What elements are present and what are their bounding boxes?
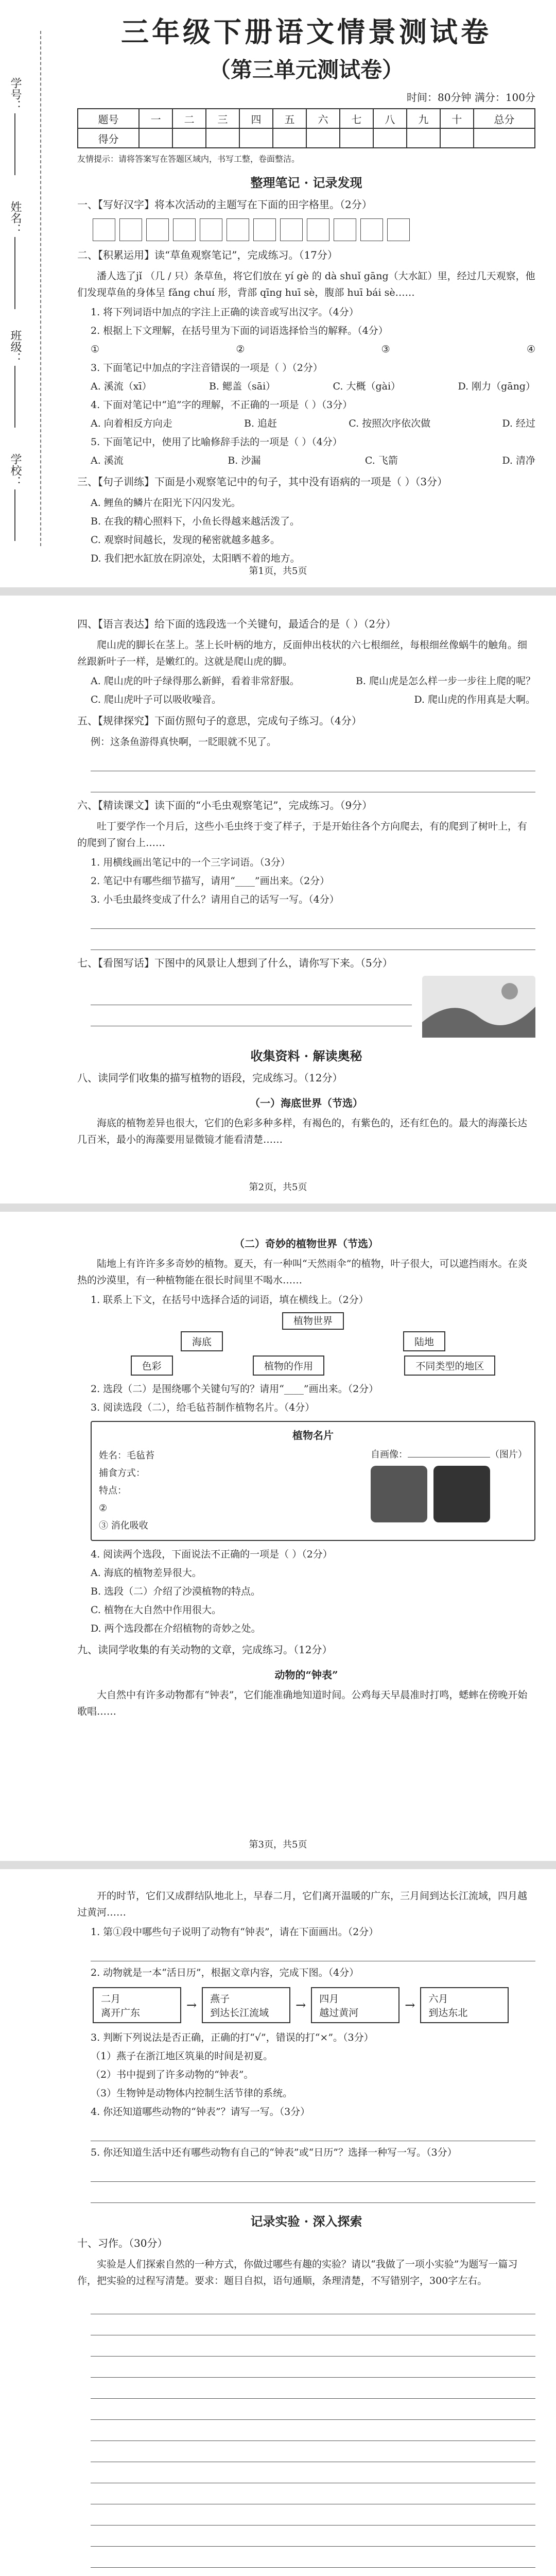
exam-sheet-2 — [0, 596, 556, 1204]
question-6-2: 2. 笔记中有哪些细节描写，请用“____”画出来。（2分） — [91, 875, 330, 887]
calendar-flow — [93, 1987, 535, 2023]
question-2-3-options — [91, 378, 535, 395]
option-a[interactable]: A. 向着相反方向走 — [91, 418, 172, 429]
option: ③ — [381, 344, 390, 355]
question-6-passage: 吐丁要学作一个月后，这些小毛虫终于变了样子，于是开始往各个方向爬去，有的爬到了树叶上，有的爬到了窗台上…… — [77, 821, 528, 849]
question-9-4: 4. 你还知道哪些动物的“钟表”？请写一写。（3分） — [91, 2106, 310, 2117]
score-table — [77, 108, 535, 148]
answer-line[interactable] — [91, 1943, 535, 1961]
score-cell: 题号 — [78, 109, 139, 128]
option-b[interactable]: B. 沙漏 — [228, 455, 261, 466]
name-label: 姓名： — [9, 201, 22, 235]
plant-photo — [433, 1466, 490, 1522]
page-separator — [0, 1861, 556, 1869]
option-b[interactable]: B. 在我的精心照料下，小鱼长得越来越活泼了。 — [91, 516, 300, 527]
question-2-passage: 潘人选了jǐ （几 / 只）条草鱼，将它们放在 yí gè 的 dà shuǐ gāng（大水缸）里，经过几天观察，他们发现草鱼的身体呈 fǎng chuí 形，背部 qīng huī sè，腹部 huī bái sè…… — [77, 270, 535, 298]
flow-cell-title: 四月 — [319, 1993, 339, 2005]
number-label: 学校： — [9, 453, 22, 487]
image-caption-field[interactable] — [408, 1457, 490, 1458]
question-6-3: 3. 小毛虫最终变成了什么？请用自己的话写一写。（4分） — [91, 894, 339, 905]
option-a[interactable]: A. 溪流 — [91, 455, 124, 466]
plant-card-name: 姓名：毛毡苔 — [99, 1450, 154, 1461]
answer-line[interactable] — [91, 2123, 535, 2141]
score-values-row — [78, 128, 535, 148]
flow-cell-note: 离开广东 — [101, 2007, 141, 2019]
question-9-passage: 大自然中有许多动物都有“钟表”，它们能准确地知道时间。公鸡每天早晨准时打鸣，蟋蟀在傍晚开始歌唱…… — [77, 1689, 528, 1717]
page-separator — [0, 1204, 556, 1212]
page-separator — [0, 587, 556, 596]
score-cell: 十 — [440, 109, 474, 128]
exam-sheet-1 — [0, 0, 556, 587]
question-9-2: 2. 动物就是一本“活日历”，根据文章内容，完成下图。（4分） — [91, 1967, 359, 1978]
binding-fold-line — [40, 31, 41, 546]
question-8-passage-1: 海底的植物差异也很大，它们的色彩多种多样，有褐色的，有紫色的，还有红色的。最大的海藻长达几百米，最小的海藻要用显微镜才能看清楚…… — [77, 1117, 528, 1145]
diagram-root: 植物世界 — [282, 1312, 344, 1330]
option-b[interactable]: B. 鳃盖（sāi） — [208, 381, 276, 392]
question-9-5: 5. 你还知道生活中还有哪些动物有自己的“钟表”或“日历”？选择一种写一写。（3分） — [91, 2147, 457, 2158]
flow-cell-note: 到达东北 — [428, 2007, 468, 2019]
page-number: 第2页，共5页 — [249, 1182, 307, 1193]
score-input[interactable] — [474, 128, 535, 148]
question-4-options-row1 — [91, 673, 535, 689]
score-cell: 六 — [306, 109, 340, 128]
option: ① — [91, 344, 100, 355]
plant-card-line: ② — [99, 1503, 108, 1514]
judgement-item[interactable]: （3）生物钟是动物体内控制生活节律的系统。 — [91, 2088, 293, 2099]
plant-card-line: 捕食方式： — [99, 1468, 145, 1479]
answer-line[interactable] — [91, 987, 412, 1005]
score-input[interactable] — [206, 128, 239, 148]
score-input[interactable] — [340, 128, 373, 148]
question-8-passage-2: 陆地上有许许多多奇妙的植物。夏天，有一种叫“天然雨伞”的植物，叶子很大，可以遮挡雨水。在炎热的沙漠里，有一种植物能在很长时间里不喝水…… — [77, 1258, 528, 1286]
question-4-passage: 爬山虎的脚长在茎上。茎上长叶柄的地方，反面伸出枝状的六七根细丝，每根细丝像蜗牛的触角。细丝跟新叶子一样，是嫩红的。这就是爬山虎的脚。 — [77, 639, 528, 667]
flow-cell-title: 二月 — [101, 1993, 121, 2005]
section-title-2: 收集资料 · 解读奥秘 — [250, 1048, 362, 1063]
question-2-5: 5. 下面笔记中，使用了比喻修辞手法的一项是（ ）（4分） — [91, 436, 342, 448]
option-c[interactable]: C. 飞箭 — [364, 455, 398, 466]
score-label-cell: 得分 — [78, 128, 139, 148]
question-5: 五、【规律探究】下面仿照句子的意思，完成句子练习。（4分） — [77, 715, 362, 727]
score-input[interactable] — [373, 128, 407, 148]
class-label: 班级： — [9, 330, 22, 364]
question-7-lines — [91, 984, 412, 1029]
passage-title-3: 动物的“钟表” — [274, 1669, 338, 1681]
question-10: 十、习作。（30分） — [77, 2237, 168, 2249]
judgement-item[interactable]: （2）书中提到了许多动物的“钟表”。 — [91, 2069, 254, 2080]
score-cell: 七 — [340, 109, 373, 128]
score-cell: 三 — [206, 109, 239, 128]
exam-subtitle: （第三单元测试卷） — [208, 57, 404, 82]
question-2-2-options — [91, 341, 535, 358]
exam-sheet-3 — [0, 1212, 556, 1861]
plant-world-diagram — [91, 1313, 535, 1376]
option-d[interactable]: D. 清净 — [502, 455, 535, 466]
plant-card-info — [99, 1447, 154, 1535]
question-8-2: 2. 选段（二）是围绕哪个关键句写的？请用“____”画出来。（2分） — [91, 1383, 379, 1395]
option-d[interactable]: D. 刚力（gāng） — [458, 381, 535, 392]
question-5-example: 例：这条鱼游得真快啊，一眨眼就不见了。 — [91, 736, 277, 748]
question-2-2: 2. 根据上下文理解，在括号里为下面的词语选择恰当的解释。（4分） — [91, 325, 388, 336]
flow-cell-note: 越过黄河 — [319, 2007, 359, 2019]
question-7-area — [91, 976, 535, 1038]
arrow-right-icon: → — [186, 1998, 197, 2012]
exam-meta: 时间：80分钟 满分：100分 — [407, 91, 535, 104]
school-field[interactable] — [14, 113, 15, 175]
question-8-4: 4. 阅读两个选段，下面说法不正确的一项是（ ）（2分） — [91, 1549, 333, 1560]
question-4-options-row2 — [91, 691, 535, 708]
judgement-item[interactable]: （1）燕子在浙江地区筑巢的时间是初夏。 — [91, 2050, 273, 2062]
answer-line[interactable] — [91, 911, 535, 929]
question-9-1: 1. 第①段中哪些句子说明了动物有“钟表”，请在下面画出。（2分） — [91, 1926, 379, 1938]
question-6: 六、【精读课文】读下面的“小毛虫观察笔记”，完成练习。（9分） — [77, 799, 373, 811]
score-header-row — [78, 109, 535, 128]
question-9-passage-2: 开的时节，它们又成群结队地北上，早春二月，它们离开温暖的广东，三月间到达长江流域，四月越过黄河…… — [77, 1890, 528, 1918]
question-1: 一、【写好汉字】将本次活动的主题写在下面的田字格里。（2分） — [77, 198, 372, 211]
option-d[interactable]: D. 爬山虎的作用真是大啊。 — [414, 694, 535, 705]
question-10-prompt: 实验是人们探索自然的一种方式，你做过哪些有趣的实验？请以“我做了一项小实验”为题写一篇习作，把实验的过程写清楚。要求：题目自拟，语句通顺，条理清楚，不写错别字，300字左右。 — [77, 2259, 518, 2286]
score-cell: 二 — [172, 109, 206, 128]
arrow-right-icon: → — [296, 1998, 306, 2012]
score-input[interactable] — [239, 128, 273, 148]
question-6-1: 1. 用横线画出笔记中的一个三字词语。（3分） — [91, 857, 290, 868]
arrow-right-icon: → — [405, 1998, 415, 2012]
option-c[interactable]: C. 大概（gài） — [333, 381, 401, 392]
score-input[interactable] — [139, 128, 172, 148]
score-cell: 一 — [139, 109, 172, 128]
plant-card-title: 植物名片 — [292, 1429, 334, 1442]
answer-line[interactable] — [91, 2164, 535, 2182]
plant-card-line: ③ 消化吸收 — [99, 1520, 148, 1531]
flow-cell-title: 六月 — [428, 1993, 448, 2005]
plant-card-image-type: （图片） — [490, 1449, 527, 1460]
option-b[interactable]: B. 追赶 — [244, 418, 277, 429]
diagram-node: 陆地 — [403, 1331, 445, 1351]
option-d[interactable]: D. 两个选段都在介绍植物的奇妙之处。 — [91, 1623, 261, 1634]
question-3: 三、【句子训练】下面是小观察笔记中的句子，其中没有语病的一项是（ ）（3分） — [77, 476, 448, 488]
answer-line[interactable] — [91, 753, 535, 771]
composition-area[interactable] — [91, 2296, 535, 2576]
option-d[interactable]: D. 我们把水缸放在阴凉处，太阳晒不着的地方。 — [91, 553, 300, 564]
score-input[interactable] — [440, 128, 474, 148]
plant-card — [91, 1421, 535, 1541]
answer-line[interactable] — [91, 932, 535, 950]
question-2-4: 4. 下面对笔记中“追”字的理解，不正确的一项是（ ）（3分） — [91, 399, 353, 411]
score-cell: 九 — [407, 109, 440, 128]
plant-card-line: 特点： — [99, 1485, 127, 1496]
diagram-node: 海底 — [181, 1331, 223, 1351]
option-a[interactable]: A. 溪流（xī） — [91, 381, 152, 392]
section-title-3: 记录实验 · 深入探索 — [250, 2214, 362, 2229]
flow-cell — [420, 1987, 509, 2023]
question-2-1: 1. 将下列词语中加点的字注上正确的读音或写出汉字。（4分） — [91, 307, 359, 318]
passage-title-2: （二）奇妙的植物世界（节选） — [234, 1238, 378, 1250]
plant-card-images — [371, 1447, 527, 1522]
score-input[interactable] — [172, 128, 206, 148]
question-2-4-options — [91, 415, 535, 432]
question-8: 八、读同学们收集的描写植物的语段，完成练习。（12分） — [77, 1072, 343, 1084]
option: ④ — [526, 344, 535, 355]
flow-cell-note: 到达长江流域 — [210, 2007, 269, 2019]
question-2: 二、【积累运用】读“草鱼观察笔记”，完成练习。（17分） — [77, 249, 338, 261]
name-field[interactable] — [14, 237, 15, 309]
flow-cell-title: 燕子 — [210, 1993, 230, 2005]
flow-cell — [202, 1987, 290, 2023]
question-9-3: 3. 判断下列说法是否正确，正确的打“√”，错误的打“×”。（3分） — [91, 2032, 374, 2043]
score-cell: 四 — [239, 109, 273, 128]
flow-cell — [311, 1987, 399, 2023]
number-field[interactable] — [14, 489, 15, 541]
score-input[interactable] — [306, 128, 340, 148]
passage-title-1: （一）海底世界（节选） — [250, 1097, 363, 1109]
question-2-3: 3. 下面笔记中加点的字注音错误的一项是（ ）（2分） — [91, 362, 323, 374]
flow-cell — [93, 1987, 181, 2023]
page-number: 第3页，共5页 — [249, 1839, 307, 1850]
score-input[interactable] — [273, 128, 306, 148]
option-c[interactable]: C. 观察时间越长，发现的秘密就越多越多。 — [91, 534, 280, 546]
exam-sheet-4 — [0, 1869, 556, 2576]
answer-line[interactable] — [91, 1008, 412, 1026]
landscape-illustration — [422, 976, 535, 1038]
class-field[interactable] — [14, 366, 15, 428]
option-c[interactable]: C. 按照次序依次做 — [349, 418, 431, 429]
diagram-node: 不同类型的地区 — [404, 1355, 495, 1376]
writing-grid[interactable] — [93, 218, 535, 241]
section-title-1: 整理笔记 · 记录发现 — [250, 175, 362, 190]
school-label: 学号： — [9, 77, 22, 111]
option-b[interactable]: B. 爬山虎是怎么样一步一步往上爬的呢？ — [355, 675, 535, 687]
score-input[interactable] — [407, 128, 440, 148]
option-a[interactable]: A. 爬山虎的叶子绿得那么新鲜，看着非常舒服。 — [91, 675, 300, 687]
option-c[interactable]: C. 植物在大自然中作用很大。 — [91, 1604, 221, 1616]
question-4: 四、【语言表达】给下面的选段选一个关键句，最适合的是（ ）（2分） — [77, 618, 396, 630]
option-a[interactable]: A. 鲤鱼的鳞片在阳光下闪闪发光。 — [91, 497, 241, 509]
page-number: 第1页，共5页 — [249, 566, 307, 577]
question-7: 七、【看图写话】下图中的风景让人想到了什么，请你写下来。（5分） — [77, 957, 393, 969]
question-9: 九、读同学收集的有关动物的文章，完成练习。（12分） — [77, 1643, 333, 1656]
option-c[interactable]: C. 爬山虎叶子可以吸收噪音。 — [91, 694, 221, 705]
answer-line[interactable] — [91, 2185, 535, 2203]
question-8-3: 3. 阅读选段（二），给毛毡苔制作植物名片。（4分） — [91, 1402, 315, 1413]
exam-note: 友情提示：请将答案写在答题区域内，书写工整，卷面整洁。 — [77, 154, 300, 164]
exam-title: 三年级下册语文情景测试卷 — [121, 16, 492, 48]
score-cell: 八 — [373, 109, 407, 128]
option: ② — [236, 344, 245, 355]
score-cell: 总分 — [474, 109, 535, 128]
option-a[interactable]: A. 海底的植物差异很大。 — [91, 1567, 202, 1579]
plant-card-image-label: 自画像： — [371, 1449, 408, 1460]
option-b[interactable]: B. 选段（二）介绍了沙漠植物的特点。 — [91, 1586, 261, 1597]
plant-photo — [371, 1466, 427, 1522]
question-2-5-options — [91, 452, 535, 469]
answer-line[interactable] — [91, 774, 535, 792]
diagram-node: 色彩 — [131, 1355, 173, 1376]
binding-area — [0, 0, 72, 577]
diagram-node: 植物的作用 — [253, 1355, 324, 1376]
score-cell: 五 — [273, 109, 306, 128]
option-d[interactable]: D. 经过 — [502, 418, 535, 429]
question-8-1: 1. 联系上下文，在括号中选择合适的词语，填在横线上。（2分） — [91, 1294, 369, 1306]
